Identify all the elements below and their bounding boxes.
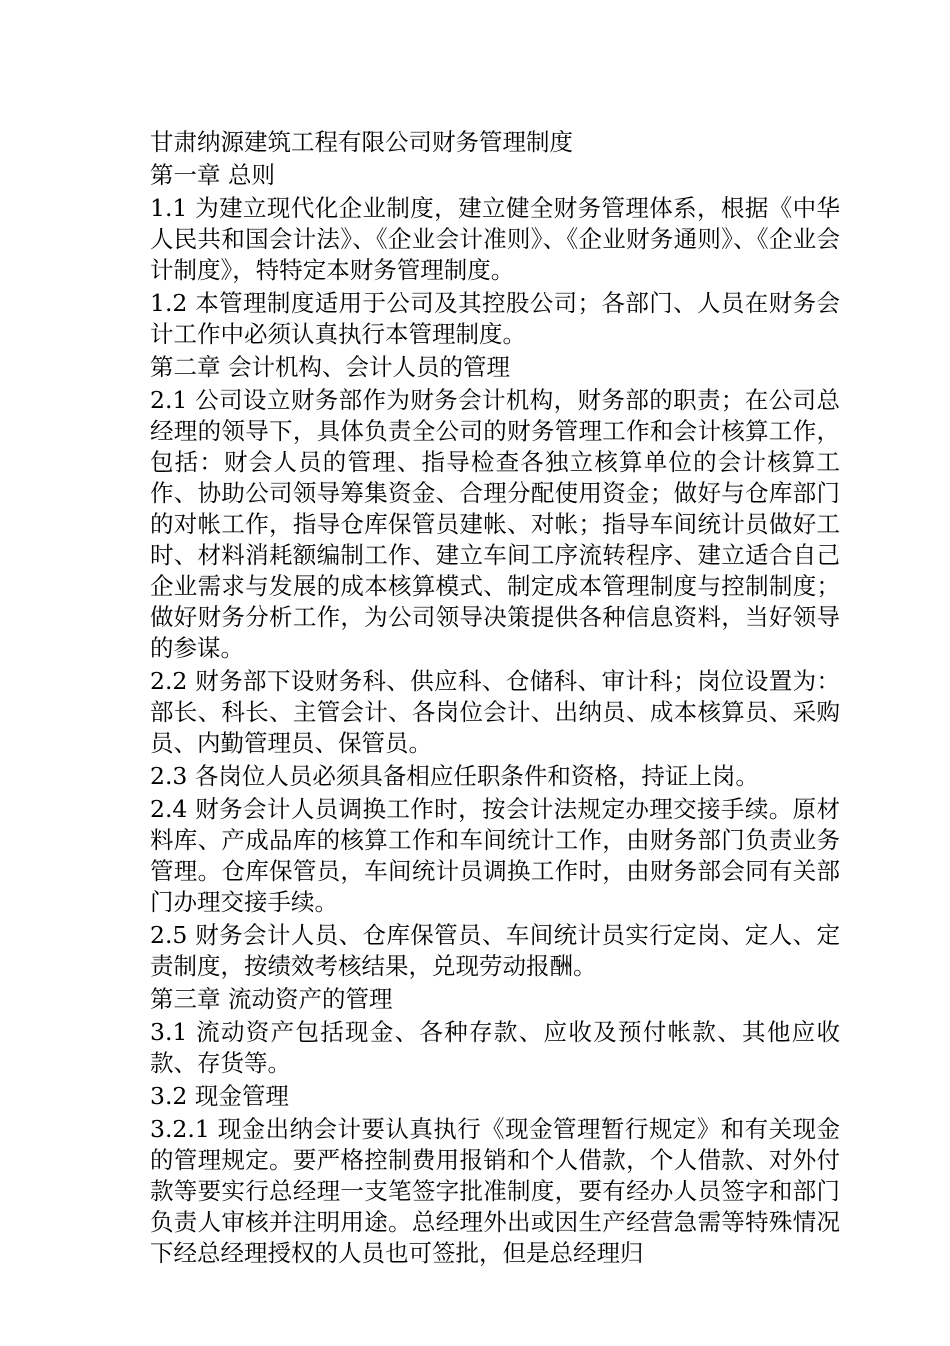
document-page [150, 127, 840, 1271]
section-2-4: 2.4 财务会计人员调换工作时，按会计法规定办理交接手续。原材料库、产成品库的核算工作和车间统计工作，由财务部门负责业务管理。仓库保管员，车间统计员调换工作时，由财务部会同有关部门办理交接手续。 [150, 795, 840, 916]
section-1-1: 1.1 为建立现代化企业制度，建立健全财务管理体系，根据《中华人民共和国会计法》、《企业会计准则》、《企业财务通则》、《企业会计制度》，特特定本财务管理制度。 [150, 194, 840, 284]
section-2-5: 2.5 财务会计人员、仓库保管员、车间统计员实行定岗、定人、定责制度，按绩效考核结果，兑现劳动报酬。 [150, 921, 840, 980]
document-title: 甘肃纳源建筑工程有限公司财务管理制度 [150, 128, 573, 156]
chapter-3-heading: 第三章 流动资产的管理 [150, 985, 393, 1013]
chapter-2-heading: 第二章 会计机构、会计人员的管理 [150, 353, 510, 381]
chapter-1-heading: 第一章 总则 [150, 161, 275, 189]
section-1-2: 1.2 本管理制度适用于公司及其控股公司；各部门、人员在财务会计工作中必须认真执行本管理制度。 [150, 289, 840, 348]
section-2-3: 2.3 各岗位人员必须具备相应任职条件和资格，持证上岗。 [150, 762, 759, 790]
section-2-1: 2.1 公司设立财务部作为财务会计机构，财务部的职责；在公司总经理的领导下，具体负责全公司的财务管理工作和会计核算工作，包括：财会人员的管理、指导检查各独立核算单位的会计核算工作、协助公司领导筹集资金、合理分配使用资金；做好与仓库部门的对帐工作，指导仓库保管员建帐、对帐；指导车间统计员做好工时、材料消耗额编制工作、建立车间工序流转程序、建立适合自己企业需求与发展的成本核算模式、制定成本管理制度与控制制度；做好财务分析工作，为公司领导决策提供各种信息资料，当好领导的参谋。 [150, 386, 840, 662]
section-2-2: 2.2 财务部下设财务科、供应科、仓储科、审计科；岗位设置为：部长、科长、主管会计、各岗位会计、出纳员、成本核算员、采购员、内勤管理员、保管员。 [150, 667, 840, 757]
section-3-2-1: 3.2.1 现金出纳会计要认真执行《现金管理暂行规定》和有关现金的管理规定。要严格控制费用报销和个人借款，个人借款、对外付款等要实行总经理一支笔签字批准制度，要有经办人员签字和部门负责人审核并注明用途。总经理外出或因生产经营急需等特殊情况下经总经理授权的人员也可签批，但是总经理归 [150, 1115, 840, 1267]
section-3-2: 3.2 现金管理 [150, 1082, 289, 1110]
section-3-1: 3.1 流动资产包括现金、各种存款、应收及预付帐款、其他应收款、存货等。 [150, 1018, 840, 1077]
